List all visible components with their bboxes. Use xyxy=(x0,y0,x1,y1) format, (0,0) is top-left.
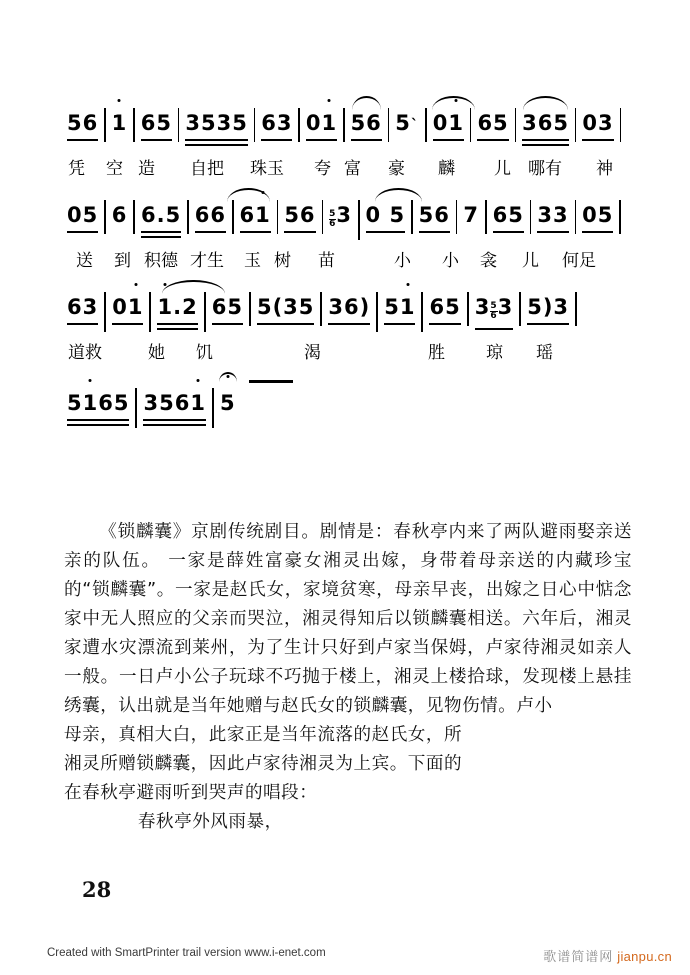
measure-notes: 56 xyxy=(283,200,316,230)
barline xyxy=(575,292,577,326)
measure-notes: 5(35 xyxy=(256,292,315,322)
barline xyxy=(320,292,322,326)
barline xyxy=(425,108,426,142)
measure-notes: 0 5 xyxy=(365,200,407,230)
measure-notes: 56 xyxy=(418,200,451,230)
lyric-syllable: 凭 xyxy=(68,159,85,179)
barline xyxy=(619,200,621,234)
measure-notes: 3535 xyxy=(184,108,248,138)
barline xyxy=(232,200,234,234)
barline xyxy=(204,292,206,332)
measure-notes: 63 xyxy=(66,292,99,322)
octave-dot-icon xyxy=(455,99,458,102)
sustain-dash-icon xyxy=(249,380,293,383)
lyric-syllable: 富 xyxy=(344,159,361,179)
octave-dot-icon xyxy=(89,379,92,382)
measure-notes: 5 1 xyxy=(383,292,416,322)
notes-line xyxy=(66,108,626,154)
barline xyxy=(135,388,137,428)
measure-notes: 56 xyxy=(66,108,99,138)
smartprinter-trial-credit: Created with SmartPrinter trail version www.i-enet.com xyxy=(47,947,326,959)
fermata-icon xyxy=(219,372,237,382)
barline xyxy=(456,200,458,234)
octave-dot-icon xyxy=(197,379,200,382)
lyric-syllable: 她 xyxy=(148,343,165,363)
barline xyxy=(575,108,576,142)
slur-icon xyxy=(352,96,381,110)
octave-dot-icon xyxy=(118,99,121,102)
barline xyxy=(249,292,251,326)
barline xyxy=(358,200,360,240)
measure-notes: 6 1 xyxy=(239,200,272,230)
verse-line: 春秋亭外风雨暴， xyxy=(137,812,283,832)
notes-line xyxy=(66,388,626,434)
barline xyxy=(104,292,106,332)
measure-notes: 1 xyxy=(111,108,129,138)
score-row xyxy=(66,108,626,198)
score-row xyxy=(66,388,626,478)
lyric-syllable: 夸 xyxy=(314,159,331,179)
lyric-syllable: 道救 xyxy=(68,343,102,363)
lyric-syllable: 何足 xyxy=(562,251,596,271)
lyric-syllable: 神 xyxy=(596,159,613,179)
barline xyxy=(104,200,106,234)
notes-line xyxy=(66,292,626,338)
lyric-syllable: 儿 xyxy=(494,159,511,179)
measure-notes: 5 6 3 xyxy=(329,203,352,229)
lyrics-line xyxy=(66,434,626,466)
barline xyxy=(485,200,487,234)
lyric-syllable: 饥 xyxy=(196,343,213,363)
measure-notes: 65 xyxy=(428,292,461,322)
lyric-syllable: 渴 xyxy=(304,343,321,363)
page-number: 28 xyxy=(82,877,112,902)
description-text xyxy=(64,518,632,837)
lyric-syllable: 积德 xyxy=(144,251,178,271)
measure-notes: 65 xyxy=(492,200,525,230)
slur-icon xyxy=(523,96,568,110)
measure-notes: 0 1 xyxy=(432,108,465,138)
measure-notes: 03 xyxy=(581,108,614,138)
watermark-domain-label: jianpu.cn xyxy=(617,949,672,964)
octave-dot-icon xyxy=(328,99,331,102)
lyric-syllable: 哪有 xyxy=(528,159,562,179)
lyric-syllable: 琼 xyxy=(486,343,503,363)
barline xyxy=(620,108,621,142)
lyric-syllable: 空 xyxy=(106,159,123,179)
barline xyxy=(298,108,299,142)
octave-dot-icon xyxy=(261,191,264,194)
measure-notes: 65 xyxy=(140,108,173,138)
measure-notes: 65 xyxy=(476,108,509,138)
lyric-syllable: 儿 xyxy=(522,251,539,271)
barline xyxy=(530,200,532,234)
lyrics-line xyxy=(66,154,626,186)
lyric-syllable: 到 xyxy=(114,251,131,271)
lyric-syllable: 玉 xyxy=(244,251,261,271)
measure-notes: 05 xyxy=(66,200,99,230)
measure-notes: 33 xyxy=(536,200,569,230)
lyrics-line xyxy=(66,246,626,278)
grace-note: 5 6 xyxy=(329,209,337,229)
lyric-syllable: 造 xyxy=(138,159,155,179)
measure-notes: 6 xyxy=(111,203,128,227)
barline xyxy=(421,292,423,332)
barline xyxy=(575,200,577,234)
grace-note: 5 6 xyxy=(490,301,498,321)
paragraph-plot-summary: 《锁麟囊》京剧传统剧目。剧情是：春秋亭内来了两队避雨娶亲送亲的队伍。 一家是薛姓富豪女湘灵出嫁，身带着母亲送的内藏珍宝的“锁麟囊”。一家是赵氏女，家境贫寒，母亲早丧，出嫁之日心中惦念家中无人照应的父亲而哭泣，湘灵得知后以锁麟囊相送。六年后，湘灵家遭水灾漂流到莱州，为了生计只好到卢家当保姆，卢家待湘灵如亲人一般。一日卢小公子玩球不巧抛于楼上，湘灵上楼拾球，发现楼上悬挂绣囊，认出就是当年她赠与赵氏女的锁麟囊，见物伤情。卢小 xyxy=(64,522,632,716)
barline xyxy=(187,200,189,234)
measure-notes: 56 xyxy=(350,108,383,138)
lyric-syllable: 树 xyxy=(274,251,291,271)
barline xyxy=(133,200,135,234)
octave-dot-icon xyxy=(134,283,137,286)
lyric-syllable: 才生 xyxy=(190,251,224,271)
measure-notes: 05 xyxy=(581,200,614,230)
lyric-syllable: 珠玉 xyxy=(250,159,284,179)
barline xyxy=(254,108,255,142)
barline xyxy=(149,292,151,332)
measure-notes: 356 1 xyxy=(142,388,206,418)
lyric-syllable: 送 xyxy=(76,251,93,271)
music-score xyxy=(0,0,690,480)
measure-notes: 5 ` xyxy=(395,111,420,135)
barline xyxy=(376,292,378,332)
barline xyxy=(467,292,469,326)
measure-notes: 365 xyxy=(521,108,570,138)
paragraph-continued-1: 母亲，真相大白，此家正是当年流落的赵氏女，所 xyxy=(64,725,463,745)
barline xyxy=(104,108,105,142)
barline xyxy=(322,200,324,234)
octave-dot-icon xyxy=(406,283,409,286)
notes-line xyxy=(66,200,626,246)
lyric-syllable: 瑶 xyxy=(536,343,553,363)
measure-notes: 65 xyxy=(211,292,244,322)
lyric-syllable: 衾 xyxy=(480,251,497,271)
lyric-syllable: 胜 xyxy=(428,343,445,363)
barline xyxy=(411,200,413,234)
paragraph-continued-2: 湘灵所赠锁麟囊，因此卢家待湘灵为上宾。下面的 xyxy=(64,754,463,774)
barline xyxy=(388,108,389,142)
lyric-syllable: 豪 xyxy=(388,159,405,179)
barline xyxy=(343,108,344,142)
lyrics-line xyxy=(66,338,626,370)
lyric-syllable: 小 xyxy=(442,251,459,271)
measure-notes: 63 xyxy=(260,108,293,138)
barline xyxy=(133,108,134,142)
site-watermark xyxy=(543,946,672,965)
measure-notes: 5 1 65 xyxy=(66,388,130,418)
measure-notes: 7 xyxy=(463,203,480,227)
barline xyxy=(515,108,516,142)
barline xyxy=(178,108,179,142)
measure-notes: 36) xyxy=(327,292,371,322)
measure-notes: 0 1 xyxy=(305,108,338,138)
score-row xyxy=(66,292,626,382)
measure-notes: 6 . 5 xyxy=(140,200,182,230)
octave-dot-icon xyxy=(164,283,167,286)
measure-notes: 66 xyxy=(194,200,227,230)
barline xyxy=(470,108,471,142)
barline xyxy=(519,292,521,326)
lyric-syllable: 苗 xyxy=(318,251,335,271)
lyric-syllable: 小 xyxy=(394,251,411,271)
lyric-syllable: 麟 xyxy=(438,159,455,179)
measure-notes: 5)3 xyxy=(526,292,570,322)
measure-notes: 1 . 2 xyxy=(156,292,198,322)
measure-notes: 3 5 6 3 xyxy=(474,292,515,327)
measure-notes: 5 xyxy=(219,388,237,418)
watermark-chinese-label: 歌谱简谱网 xyxy=(543,949,614,964)
paragraph-continued-3: 在春秋亭避雨听到哭声的唱段： xyxy=(64,783,318,803)
lyric-syllable: 自把 xyxy=(190,159,224,179)
barline xyxy=(277,200,279,234)
measure-notes: 0 1 xyxy=(111,292,144,322)
barline xyxy=(212,388,214,428)
score-row xyxy=(66,200,626,290)
